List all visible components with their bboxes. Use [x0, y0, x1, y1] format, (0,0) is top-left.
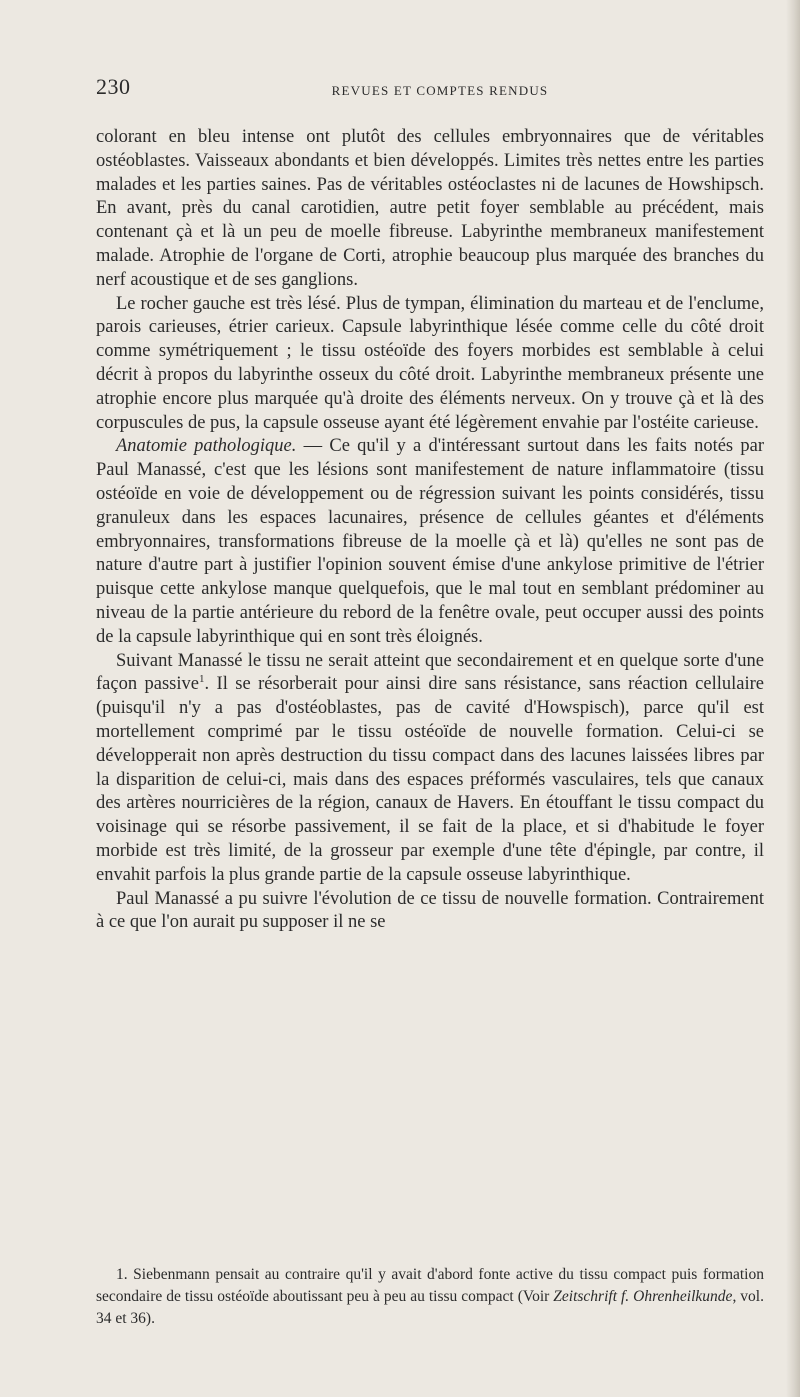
paragraph-anatomie-text: — Ce qu'il y a d'intéressant surtout dans les faits notés par Paul Manassé, c'est que les lésions sont manifestement de nature inflammatoire (tissu ostéoïde en voie de développement ou de régression suivant les points considérés, tissu granuleux dans les espaces lacunaires, présence de cellules géantes et d'éléments embryonnaires, transformations fibreuse de la moelle çà et là) qu'elles ne sont pas de nature d'autre part à justifier l'opinion souvent émise d'une ankylose primitive de l'étrier puisque cette ankylose manque quelquefois, que le mal tout en semblant prédominer au niveau de la partie antérieure du rebord de la fenêtre ovale, peut occuper aussi des points de la capsule labyrinthique qui en sont très éloignés. — [96, 436, 764, 647]
footnote-number: 1. — [116, 1266, 128, 1283]
footnote-text-part2: , vol. 34 et 36). — [96, 1288, 764, 1327]
footnote-reference: 1 — [198, 673, 205, 686]
page-edge-shadow — [786, 0, 800, 1397]
footnote-journal-title: Zeitschrift f. Ohrenheilkunde — [553, 1288, 733, 1305]
section-title-anatomie-pathologique: Anatomie pathologique. — [116, 436, 297, 457]
running-head: REVUES ET COMPTES RENDUS — [331, 83, 549, 98]
paragraph-suivant-part1: Suivant Manassé le tissu ne serait atteint que secondairement et en quelque sorte d'une façon passive — [96, 650, 764, 695]
paragraph-continuation: colorant en bleu intense ont plutôt des cellules embryonnaires que de véritables ostéoblastes. Vaisseaux abondants et bien développés. Limites très nettes entre les parties malades et les parties saines. Pas de véritables ostéoclastes ni de lacunes de Howshipsch. En avant, près du canal carotidien, autre petit foyer semblable au précédent, mais contenant çà et là un peu de moelle fibreuse. Labyrinthe membraneux manifestement malade. Atrophie de l'organe de Corti, atrophie beaucoup plus marquée des branches du nerf acoustique et de ses ganglions. — [96, 127, 764, 290]
paragraph-rocher-gauche: Le rocher gauche est très lésé. Plus de tympan, élimination du marteau et de l'enclume, parois carieuses, étrier carieux. Capsule labyrinthique lésée comme celle du côté droit comme symétriquement ; le tissu ostéoïde des foyers morbides est semblable à celui décrit à propos du labyrinthe osseux du côté droit. Labyrinthe membraneux présente une atrophie encore plus marquée qu'à droite des éléments nerveux. On y trouve çà et là des corpuscules de pus, la capsule osseuse ayant été légèrement envahie par l'ostéite carieuse. — [96, 293, 764, 433]
footnote-text-part1: Siebenmann pensait au contraire qu'il y avait d'abord fonte active du tissu compact puis formation secondaire de tissu ostéoïde aboutissant peu à peu au tissu compact (Voir — [96, 1266, 764, 1305]
body-text — [96, 126, 764, 935]
page-number: 230 — [96, 74, 131, 99]
paragraph-suivant-part2: . Il se résorberait pour ainsi dire sans résistance, sans réaction cellulaire (puisqu'il n'y a pas d'ostéoblastes, pas de cavité d'Howspisch), parce qu'il est mortellement comprimé par le tissu ostéoïde de nouvelle formation. Celui-ci se développerait non après destruction du tissu compact dans des lacunes laissées libres par la disparition de celui-ci, mais dans des espaces préformés vasculaires, tels que canaux des artères nourricières de la région, canaux de Havers. En étouffant le tissu compact du voisinage qui se résorbe passivement, il se fait de la place, et si d'habitude le foyer morbide est très limité, de la grosseur par exemple d'une tête d'épingle, par contre, il envahit parfois la plus grande partie de la capsule osseuse labyrinthique. — [96, 674, 764, 885]
paragraph-paul-manasse: Paul Manassé a pu suivre l'évolution de ce tissu de nouvelle formation. Contrairement à ce que l'on aurait pu supposer il ne se — [96, 888, 764, 933]
page-header — [96, 74, 764, 104]
paragraph-suivant-manasse — [96, 650, 764, 888]
paragraph-anatomie-pathologique — [96, 435, 764, 649]
footnotes — [96, 1264, 764, 1330]
footnote-1 — [96, 1264, 764, 1330]
